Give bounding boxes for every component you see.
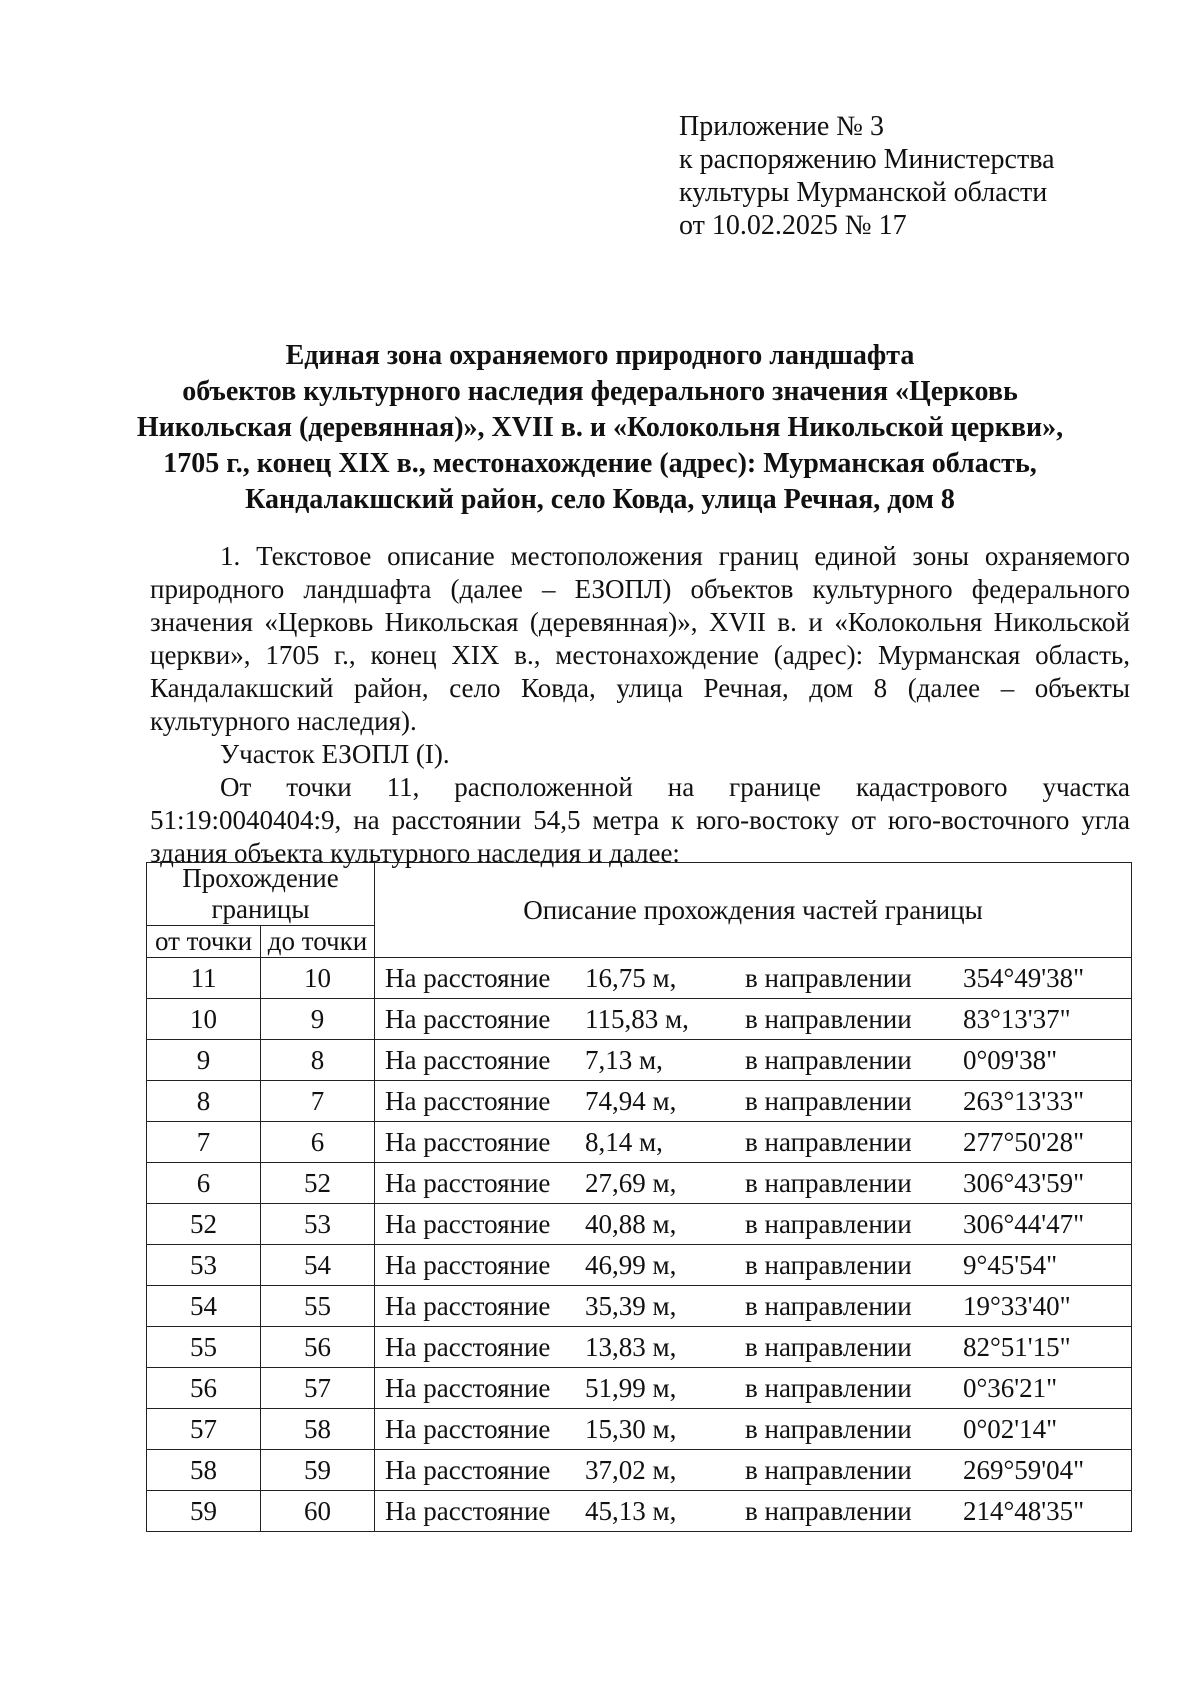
cell-from-point: 10 xyxy=(147,999,261,1040)
distance-value: 46,99 м, xyxy=(585,1250,677,1280)
table-row xyxy=(147,999,1132,1040)
direction-angle: 306°43'59" xyxy=(963,1168,1085,1198)
title-line: 1705 г., конец XIX в., местонахождение (адрес): Мурманская область, xyxy=(163,448,1037,479)
cell-to-point: 54 xyxy=(261,1245,375,1286)
cell-description xyxy=(375,1040,1132,1081)
cell-to-point: 55 xyxy=(261,1286,375,1327)
cell-to-point: 10 xyxy=(261,958,375,999)
cell-to-point: 59 xyxy=(261,1450,375,1491)
distance-value: 51,99 м, xyxy=(585,1373,677,1403)
direction-label: в направлении xyxy=(745,963,912,993)
distance-label: На расстояние xyxy=(385,963,551,993)
direction-angle: 277°50'28" xyxy=(963,1127,1085,1157)
cell-description xyxy=(375,1409,1132,1450)
distance-label: На расстояние xyxy=(385,1086,551,1116)
distance-value: 7,13 м, xyxy=(585,1045,663,1075)
table-body xyxy=(147,958,1132,1532)
cell-description xyxy=(375,1081,1132,1122)
cell-description xyxy=(375,1163,1132,1204)
direction-label: в направлении xyxy=(745,1496,912,1526)
appendix-line: от 10.02.2025 № 17 xyxy=(679,210,907,241)
distance-label: На расстояние xyxy=(385,1127,551,1157)
direction-angle: 0°09'38" xyxy=(963,1045,1058,1075)
direction-angle: 214°48'35" xyxy=(963,1496,1085,1526)
distance-value: 74,94 м, xyxy=(585,1086,677,1116)
table-row xyxy=(147,1204,1132,1245)
distance-label: На расстояние xyxy=(385,1414,551,1444)
distance-value: 35,39 м, xyxy=(585,1291,677,1321)
direction-label: в направлении xyxy=(745,1086,912,1116)
cell-from-point: 6 xyxy=(147,1163,261,1204)
paragraph-section: Участок ЕЗОПЛ (I). xyxy=(220,739,450,769)
cell-description xyxy=(375,999,1132,1040)
distance-label: На расстояние xyxy=(385,1004,551,1034)
cell-description xyxy=(375,1327,1132,1368)
distance-label: На расстояние xyxy=(385,1373,551,1403)
direction-angle: 269°59'04" xyxy=(963,1455,1085,1485)
table-row xyxy=(147,1081,1132,1122)
distance-label: На расстояние xyxy=(385,1168,551,1198)
table-row xyxy=(147,1450,1132,1491)
title-line: объектов культурного наследия федерального значения «Церковь xyxy=(182,376,1018,407)
cell-to-point: 9 xyxy=(261,999,375,1040)
distance-label: На расстояние xyxy=(385,1496,551,1526)
cell-description xyxy=(375,1122,1132,1163)
cell-to-point: 52 xyxy=(261,1163,375,1204)
paragraph-description: 1. Текстовое описание местоположения границ единой зоны охраняемого природного ландшафта (далее – ЕЗОПЛ) объектов культурного федерального значения «Церковь Никольская (деревянная)», XVII в. и «Колокольня Никольской церкви», 1705 г., конец XIX в., местонахождение (адрес): Мурманская область, Кандалакшский район, село Ковда, улица Речная, дом 8 (далее – объекты культурного наследия). xyxy=(150,541,1130,736)
table-row xyxy=(147,1327,1132,1368)
cell-from-point: 11 xyxy=(147,958,261,999)
header-to-point: до точки xyxy=(261,926,375,958)
cell-from-point: 57 xyxy=(147,1409,261,1450)
title-line: Никольская (деревянная)», XVII в. и «Колокольня Никольской церкви», xyxy=(136,412,1064,443)
distance-value: 8,14 м, xyxy=(585,1127,663,1157)
table-row xyxy=(147,1491,1132,1532)
direction-angle: 306°44'47" xyxy=(963,1209,1085,1239)
cell-to-point: 57 xyxy=(261,1368,375,1409)
table-row xyxy=(147,1163,1132,1204)
direction-angle: 263°13'33" xyxy=(963,1086,1085,1116)
direction-angle: 83°13'37" xyxy=(963,1004,1071,1034)
cell-to-point: 58 xyxy=(261,1409,375,1450)
cell-description xyxy=(375,1286,1132,1327)
document-title xyxy=(120,338,1080,518)
cell-to-point: 60 xyxy=(261,1491,375,1532)
cell-description xyxy=(375,1245,1132,1286)
appendix-header xyxy=(679,110,1055,242)
direction-angle: 82°51'15" xyxy=(963,1332,1071,1362)
direction-label: в направлении xyxy=(745,1291,912,1321)
direction-label: в направлении xyxy=(745,1004,912,1034)
direction-label: в направлении xyxy=(745,1373,912,1403)
cell-from-point: 9 xyxy=(147,1040,261,1081)
table-row xyxy=(147,1368,1132,1409)
cell-to-point: 7 xyxy=(261,1081,375,1122)
direction-angle: 0°36'21" xyxy=(963,1373,1058,1403)
distance-value: 13,83 м, xyxy=(585,1332,677,1362)
direction-label: в направлении xyxy=(745,1209,912,1239)
body-text xyxy=(150,540,1130,870)
table-row xyxy=(147,1286,1132,1327)
table-row xyxy=(147,1040,1132,1081)
direction-label: в направлении xyxy=(745,1127,912,1157)
distance-label: На расстояние xyxy=(385,1045,551,1075)
cell-from-point: 58 xyxy=(147,1450,261,1491)
distance-label: На расстояние xyxy=(385,1209,551,1239)
paragraph-start-point: От точки 11, расположенной на границе кадастрового участка 51:19:0040404:9, на расстоянии 54,5 метра к юго-востоку от юго-восточного угла здания объекта культурного наследия и далее: xyxy=(150,772,1130,868)
cell-from-point: 8 xyxy=(147,1081,261,1122)
cell-description xyxy=(375,1204,1132,1245)
cell-from-point: 7 xyxy=(147,1122,261,1163)
direction-label: в направлении xyxy=(745,1455,912,1485)
direction-label: в направлении xyxy=(745,1045,912,1075)
cell-description xyxy=(375,1491,1132,1532)
cell-description xyxy=(375,1450,1132,1491)
appendix-line: к распоряжению Министерства xyxy=(679,144,1055,175)
distance-value: 115,83 м, xyxy=(585,1004,689,1034)
header-boundary-passage: Прохождение границы xyxy=(147,863,375,926)
distance-value: 27,69 м, xyxy=(585,1168,677,1198)
cell-to-point: 6 xyxy=(261,1122,375,1163)
direction-label: в направлении xyxy=(745,1250,912,1280)
cell-from-point: 56 xyxy=(147,1368,261,1409)
cell-from-point: 54 xyxy=(147,1286,261,1327)
direction-angle: 354°49'38" xyxy=(963,963,1085,993)
table-row xyxy=(147,958,1132,999)
distance-value: 15,30 м, xyxy=(585,1414,677,1444)
boundary-table xyxy=(146,862,1132,1532)
direction-angle: 0°02'14" xyxy=(963,1414,1058,1444)
cell-from-point: 55 xyxy=(147,1327,261,1368)
title-line: Единая зона охраняемого природного ландшафта xyxy=(285,340,915,371)
distance-value: 37,02 м, xyxy=(585,1455,677,1485)
distance-label: На расстояние xyxy=(385,1291,551,1321)
cell-from-point: 53 xyxy=(147,1245,261,1286)
direction-angle: 19°33'40" xyxy=(963,1291,1071,1321)
direction-label: в направлении xyxy=(745,1168,912,1198)
table-row xyxy=(147,1409,1132,1450)
appendix-line: культуры Мурманской области xyxy=(679,177,1048,208)
cell-from-point: 52 xyxy=(147,1204,261,1245)
header-from-point: от точки xyxy=(147,926,261,958)
direction-angle: 9°45'54" xyxy=(963,1250,1058,1280)
distance-label: На расстояние xyxy=(385,1250,551,1280)
distance-value: 16,75 м, xyxy=(585,963,677,993)
direction-label: в направлении xyxy=(745,1332,912,1362)
distance-value: 45,13 м, xyxy=(585,1496,677,1526)
cell-to-point: 8 xyxy=(261,1040,375,1081)
header-description: Описание прохождения частей границы xyxy=(375,863,1132,958)
cell-to-point: 56 xyxy=(261,1327,375,1368)
cell-from-point: 59 xyxy=(147,1491,261,1532)
cell-description xyxy=(375,958,1132,999)
cell-description xyxy=(375,1368,1132,1409)
direction-label: в направлении xyxy=(745,1414,912,1444)
table-row xyxy=(147,1245,1132,1286)
cell-to-point: 53 xyxy=(261,1204,375,1245)
distance-label: На расстояние xyxy=(385,1455,551,1485)
distance-label: На расстояние xyxy=(385,1332,551,1362)
title-line: Кандалакшский район, село Ковда, улица Речная, дом 8 xyxy=(245,484,955,515)
table-row xyxy=(147,1122,1132,1163)
appendix-line: Приложение № 3 xyxy=(679,111,884,142)
distance-value: 40,88 м, xyxy=(585,1209,677,1239)
